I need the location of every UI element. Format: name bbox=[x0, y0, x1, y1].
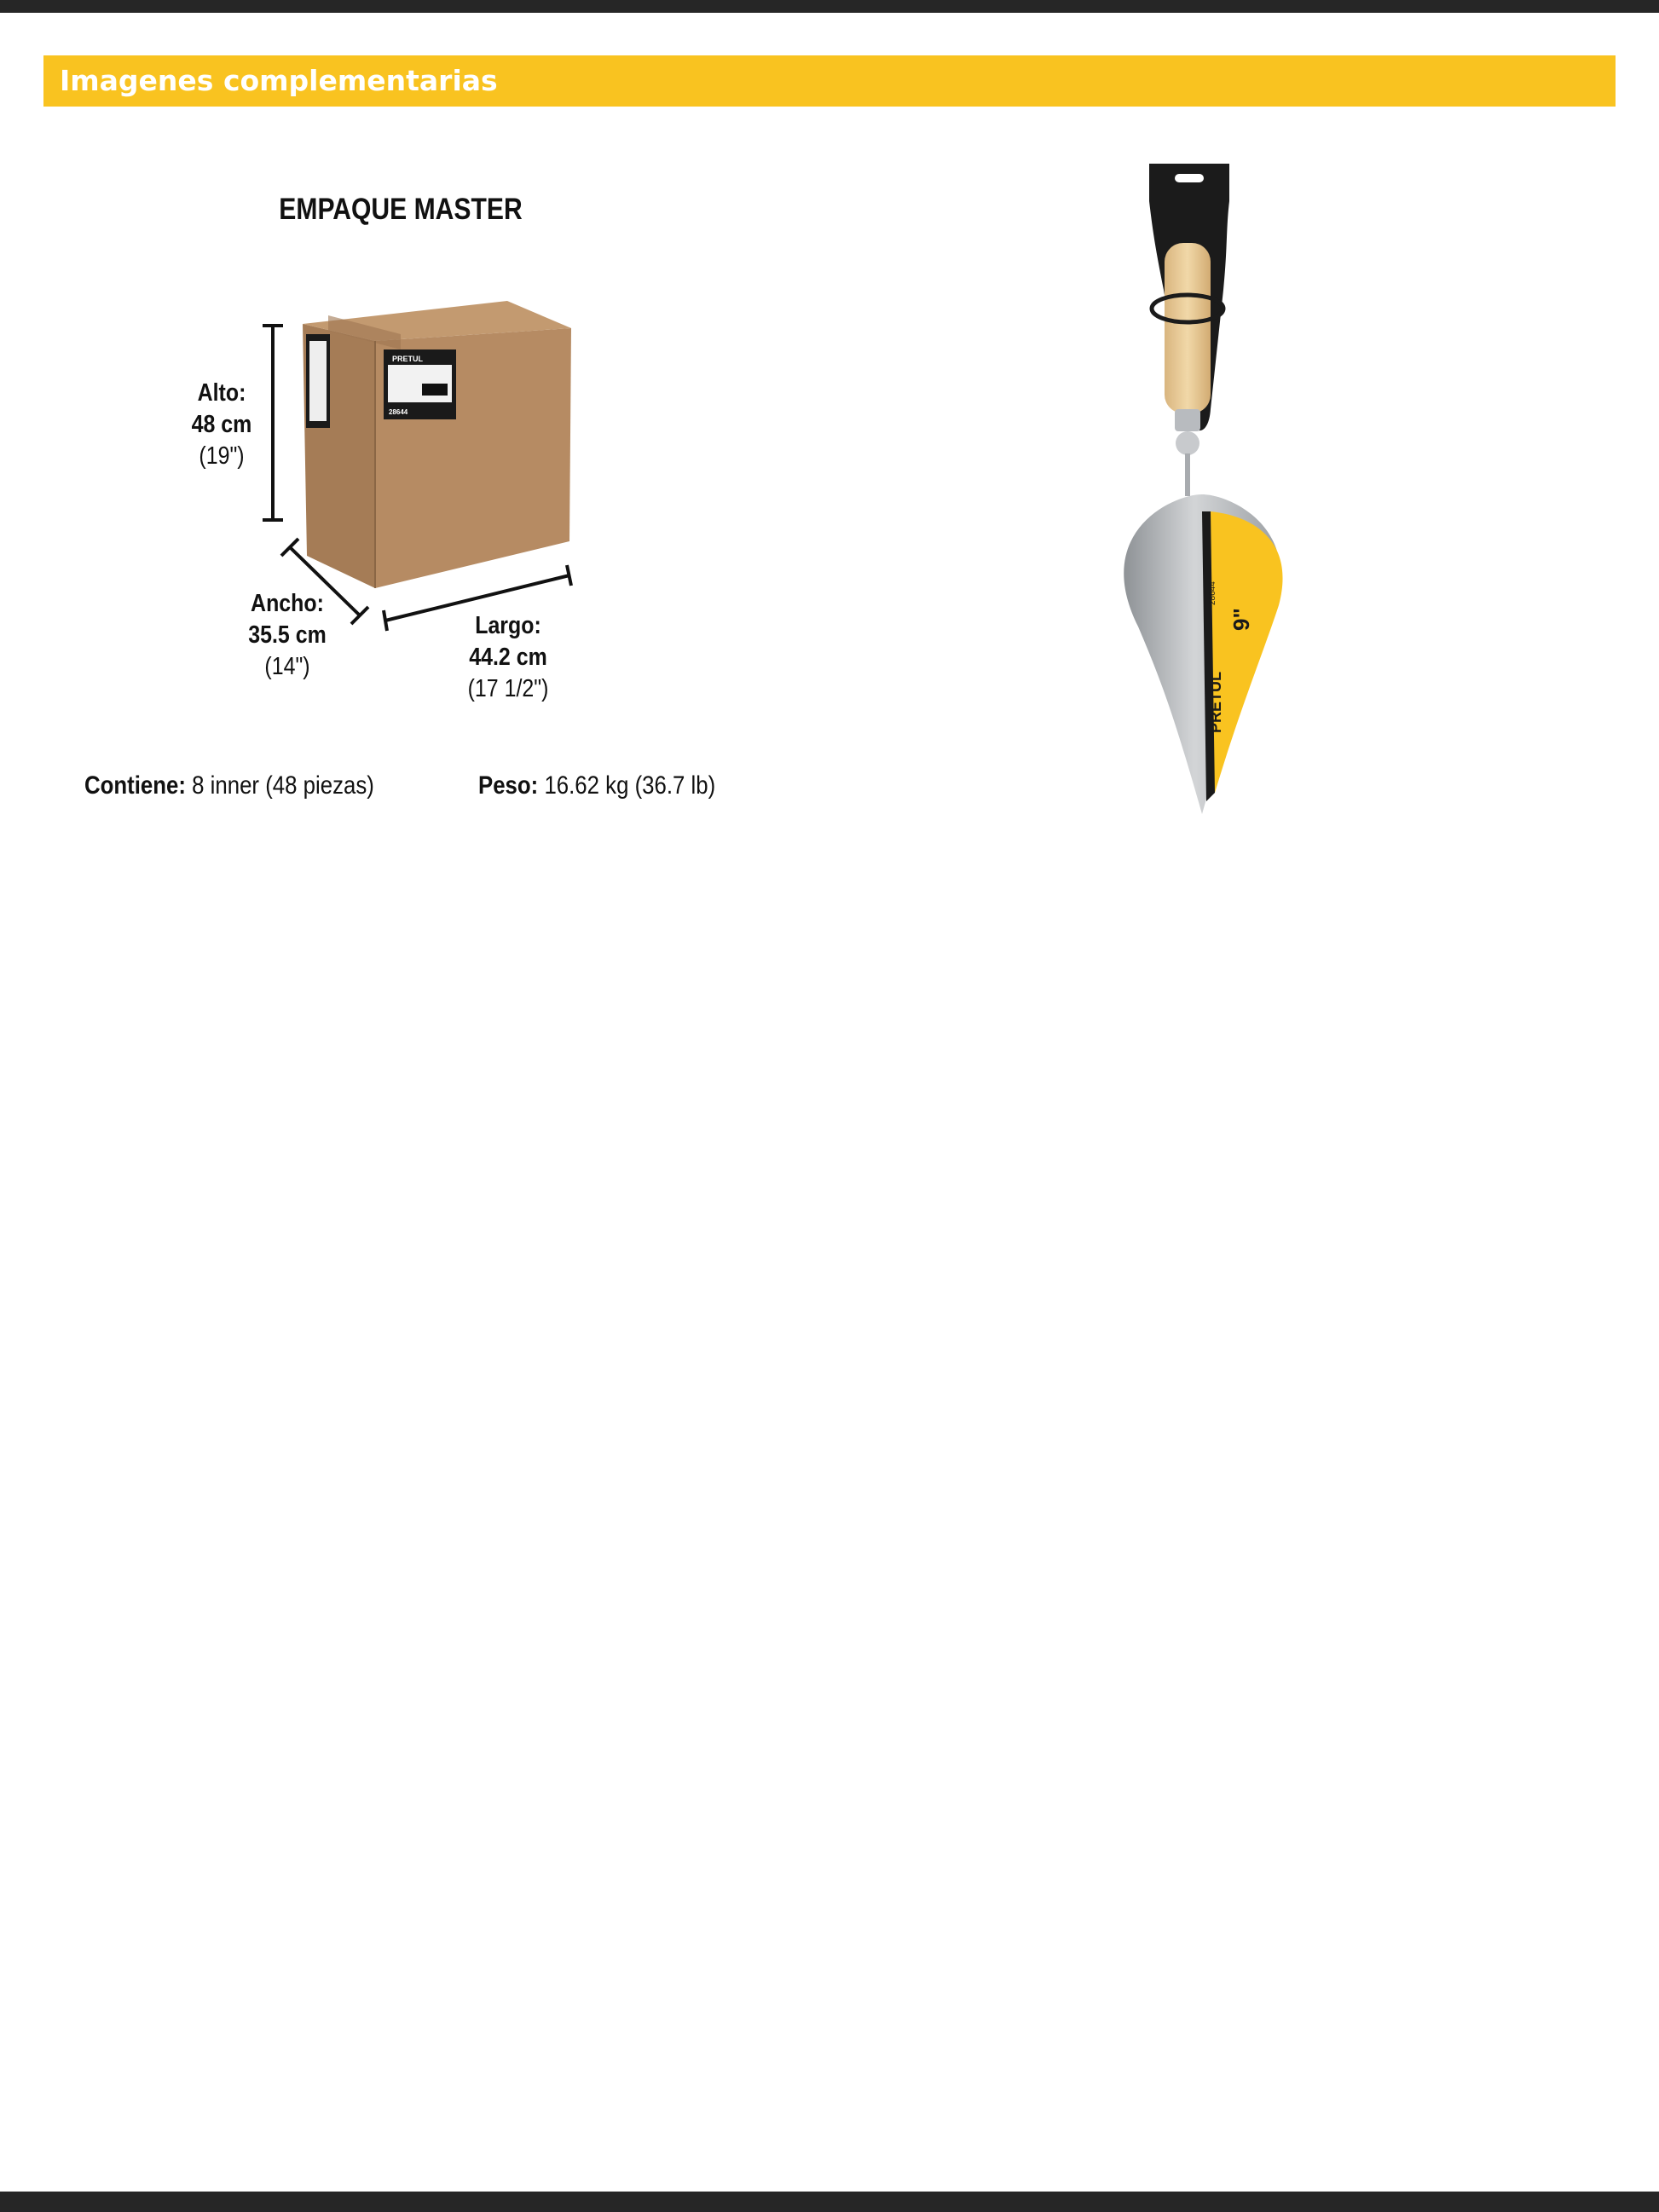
trowel-handle bbox=[1165, 243, 1211, 413]
alto-label: Alto: bbox=[197, 379, 246, 407]
box-label-brand: PRETUL bbox=[392, 355, 423, 363]
top-bar bbox=[0, 0, 1659, 13]
contents-label: Contiene: bbox=[84, 771, 186, 800]
blade-brand-text: PRETUL bbox=[1207, 672, 1224, 733]
largo-imperial: (17 1/2") bbox=[467, 675, 549, 702]
contents-info bbox=[84, 771, 374, 800]
largo-label: Largo: bbox=[475, 612, 541, 639]
ancho-imperial: (14") bbox=[264, 653, 310, 680]
blade-label bbox=[1206, 511, 1283, 793]
largo-dimension bbox=[449, 610, 567, 705]
weight-value: 16.62 kg (36.7 lb) bbox=[544, 771, 716, 800]
alto-imperial: (19") bbox=[199, 442, 245, 470]
master-pack-title: EMPAQUE MASTER bbox=[279, 193, 523, 226]
section-header bbox=[43, 55, 1616, 107]
box-label-code: 28644 bbox=[389, 408, 408, 416]
weight-label: Peso: bbox=[478, 771, 539, 800]
alto-metric: 48 cm bbox=[191, 411, 252, 438]
contents-value: 8 inner (48 piezas) bbox=[192, 771, 374, 800]
ancho-label: Ancho: bbox=[251, 590, 324, 617]
handle-ferrule bbox=[1175, 409, 1200, 431]
weight-info bbox=[478, 771, 715, 800]
bottom-bar bbox=[0, 2192, 1659, 2212]
ancho-metric: 35.5 cm bbox=[248, 621, 327, 649]
ancho-dimension bbox=[228, 588, 346, 683]
alto-dimension bbox=[163, 378, 280, 472]
hang-hole bbox=[1175, 174, 1204, 182]
largo-metric: 44.2 cm bbox=[469, 644, 547, 671]
blade-size-text: 9" bbox=[1228, 608, 1254, 631]
trowel-product-image bbox=[1083, 153, 1321, 827]
section-title: Imagenes complementarias bbox=[60, 64, 498, 97]
blade-code-text: 28644 bbox=[1208, 581, 1217, 605]
